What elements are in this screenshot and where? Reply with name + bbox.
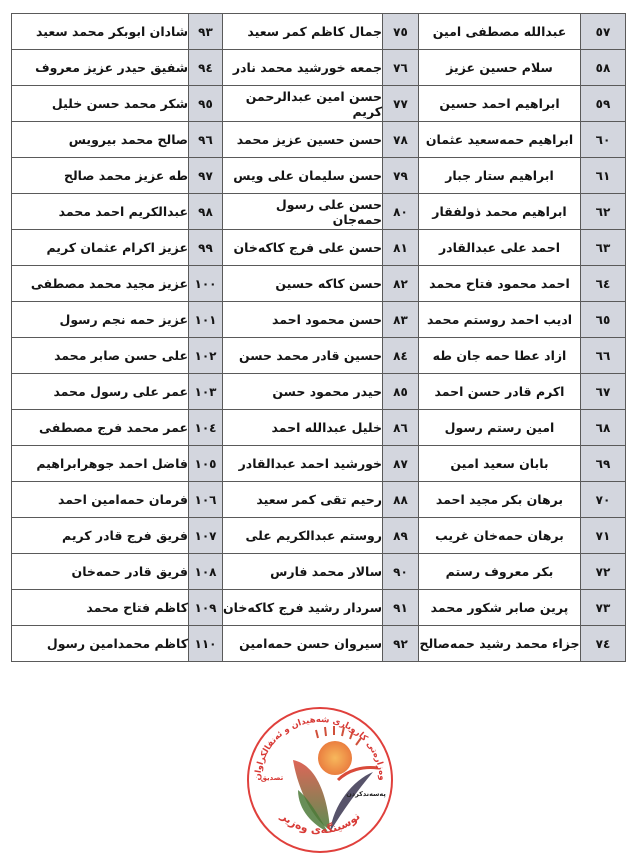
row-number-cell: ٩٠ (383, 554, 419, 590)
table-row (12, 338, 626, 374)
row-number-cell: ١٠٣ (189, 374, 223, 410)
row-number-cell: ٧٠ (581, 482, 626, 518)
table-row (12, 14, 626, 50)
person-name-cell: كاظم فتاح محمد (12, 590, 189, 626)
row-number-cell: ٦١ (581, 158, 626, 194)
person-name-cell: خورشيد احمد عبدالقادر (223, 446, 383, 482)
row-number-cell: ٧١ (581, 518, 626, 554)
person-name-cell: شادان ابوبكر محمد سعيد (12, 14, 189, 50)
person-name-cell: بكر معروف رستم (419, 554, 581, 590)
row-number-cell: ١٠٠ (189, 266, 223, 302)
table-row (12, 158, 626, 194)
person-name-cell: ابراهيم ستار جبار (419, 158, 581, 194)
person-name-cell: شكر محمد حسن خليل (12, 86, 189, 122)
person-name-cell: حسن امين عبدالرحمن كريم (223, 86, 383, 122)
table-row (12, 86, 626, 122)
person-name-cell: اديب احمد روستم محمد (419, 302, 581, 338)
person-name-cell: سلام حسين عزيز (419, 50, 581, 86)
row-number-cell: ٩٩ (189, 230, 223, 266)
table-row (12, 194, 626, 230)
row-number-cell: ١٠٩ (189, 590, 223, 626)
person-name-cell: عزيز حمه نجم رسول (12, 302, 189, 338)
person-name-cell: حسن كاكه حسين (223, 266, 383, 302)
person-name-cell: فاضل احمد جوهرابراهيم (12, 446, 189, 482)
person-name-cell: فرمان حمەامين احمد (12, 482, 189, 518)
row-number-cell: ٩٦ (189, 122, 223, 158)
row-number-cell: ٨٠ (383, 194, 419, 230)
person-name-cell: سالار محمد فارس (223, 554, 383, 590)
person-name-cell: عزيز مجيد محمد مصطفى (12, 266, 189, 302)
svg-text:تصديق: تصديق (260, 774, 284, 782)
row-number-cell: ٨٧ (383, 446, 419, 482)
person-name-cell: عمر محمد فرج مصطفى (12, 410, 189, 446)
names-table (11, 13, 626, 662)
table-row (12, 554, 626, 590)
row-number-cell: ٨٦ (383, 410, 419, 446)
person-name-cell: پرين صابر شكور محمد (419, 590, 581, 626)
row-number-cell: ٦٠ (581, 122, 626, 158)
person-name-cell: رحيم تقى كمر سعيد (223, 482, 383, 518)
person-name-cell: كاظم محمدامين رسول (12, 626, 189, 662)
row-number-cell: ٩٥ (189, 86, 223, 122)
row-number-cell: ٧٣ (581, 590, 626, 626)
row-number-cell: ٩١ (383, 590, 419, 626)
table-row (12, 50, 626, 86)
person-name-cell: جمال كاظم كمر سعيد (223, 14, 383, 50)
person-name-cell: ازاد عطا حمه جان طه (419, 338, 581, 374)
person-name-cell: طه عزيز محمد صالح (12, 158, 189, 194)
row-number-cell: ٨٤ (383, 338, 419, 374)
person-name-cell: عبدالكريم احمد محمد (12, 194, 189, 230)
row-number-cell: ٧٥ (383, 14, 419, 50)
table-row (12, 410, 626, 446)
row-number-cell: ٩٨ (189, 194, 223, 230)
row-number-cell: ٧٢ (581, 554, 626, 590)
row-number-cell: ٧٨ (383, 122, 419, 158)
person-name-cell: سيروان حسن حمەامين (223, 626, 383, 662)
row-number-cell: ٩٧ (189, 158, 223, 194)
row-number-cell: ٦٢ (581, 194, 626, 230)
person-name-cell: جزاء محمد رشيد حمەصالح (419, 626, 581, 662)
person-name-cell: فريق فرج قادر كريم (12, 518, 189, 554)
row-number-cell: ٥٩ (581, 86, 626, 122)
row-number-cell: ٨٢ (383, 266, 419, 302)
person-name-cell: ابراهيم حمەسعيد عثمان (419, 122, 581, 158)
person-name-cell: برهان حمەخان غريب (419, 518, 581, 554)
person-name-cell: روستم عبدالكريم على (223, 518, 383, 554)
person-name-cell: حسن محمود احمد (223, 302, 383, 338)
row-number-cell: ٨١ (383, 230, 419, 266)
person-name-cell: احمد على عبدالقادر (419, 230, 581, 266)
person-name-cell: حيدر محمود حسن (223, 374, 383, 410)
table-row (12, 518, 626, 554)
row-number-cell: ١٠٤ (189, 410, 223, 446)
row-number-cell: ١٠٧ (189, 518, 223, 554)
person-name-cell: شفيق حيدر عزيز معروف (12, 50, 189, 86)
person-name-cell: حسن حسين عزيز محمد (223, 122, 383, 158)
person-name-cell: عبدالله مصطفى امين (419, 14, 581, 50)
table-row (12, 302, 626, 338)
person-name-cell: حسن على رسول حمەجان (223, 194, 383, 230)
row-number-cell: ١٠٦ (189, 482, 223, 518)
person-name-cell: عمر على رسول محمد (12, 374, 189, 410)
row-number-cell: ٨٩ (383, 518, 419, 554)
ministry-stamp (238, 700, 403, 860)
row-number-cell: ١٠٥ (189, 446, 223, 482)
roster-sheet (11, 13, 625, 662)
row-number-cell: ٦٥ (581, 302, 626, 338)
person-name-cell: حسين قادر محمد حسن (223, 338, 383, 374)
row-number-cell: ١٠٨ (189, 554, 223, 590)
svg-text:نوسینگەی وەزیر: نوسینگەی وەزیر (278, 809, 363, 837)
person-name-cell: امين رستم رسول (419, 410, 581, 446)
row-number-cell: ٦٤ (581, 266, 626, 302)
row-number-cell: ٨٣ (383, 302, 419, 338)
person-name-cell: خليل عبدالله احمد (223, 410, 383, 446)
person-name-cell: على حسن صابر محمد (12, 338, 189, 374)
row-number-cell: ٦٦ (581, 338, 626, 374)
row-number-cell: ١١٠ (189, 626, 223, 662)
row-number-cell: ٥٨ (581, 50, 626, 86)
person-name-cell: حسن على فرج كاكەخان (223, 230, 383, 266)
row-number-cell: ١٠٢ (189, 338, 223, 374)
row-number-cell: ٩٤ (189, 50, 223, 86)
person-name-cell: ابراهيم احمد حسين (419, 86, 581, 122)
row-number-cell: ٦٣ (581, 230, 626, 266)
table-row (12, 626, 626, 662)
person-name-cell: عزيز اكرام عثمان كريم (12, 230, 189, 266)
row-number-cell: ٧٧ (383, 86, 419, 122)
person-name-cell: جمعه خورشيد محمد نادر (223, 50, 383, 86)
person-name-cell: حسن سليمان على ويس (223, 158, 383, 194)
person-name-cell: فريق قادر حمەخان (12, 554, 189, 590)
person-name-cell: سردار رشيد فرج كاكەخان (223, 590, 383, 626)
row-number-cell: ٦٧ (581, 374, 626, 410)
person-name-cell: اكرم قادر حسن احمد (419, 374, 581, 410)
row-number-cell: ٩٢ (383, 626, 419, 662)
row-number-cell: ٥٧ (581, 14, 626, 50)
svg-text:پەسەندکردن: پەسەندکردن (346, 790, 386, 798)
table-row (12, 590, 626, 626)
person-name-cell: احمد محمود فتاح محمد (419, 266, 581, 302)
person-name-cell: ابراهيم محمد ذولفقار (419, 194, 581, 230)
row-number-cell: ٩٣ (189, 14, 223, 50)
row-number-cell: ٨٨ (383, 482, 419, 518)
row-number-cell: ٦٩ (581, 446, 626, 482)
row-number-cell: ٧٤ (581, 626, 626, 662)
table-row (12, 482, 626, 518)
row-number-cell: ٧٦ (383, 50, 419, 86)
row-number-cell: ٧٩ (383, 158, 419, 194)
table-row (12, 266, 626, 302)
table-row (12, 230, 626, 266)
person-name-cell: صالح محمد بيرويس (12, 122, 189, 158)
row-number-cell: ١٠١ (189, 302, 223, 338)
person-name-cell: برهان بكر مجيد احمد (419, 482, 581, 518)
table-row (12, 446, 626, 482)
row-number-cell: ٨٥ (383, 374, 419, 410)
svg-text:وەزارەتی کاروباری شەهیدان و ئە: وەزارەتی کاروباری شەهیدان و ئەنفالکراوان (252, 714, 388, 781)
stamp-seal-icon (238, 700, 403, 860)
row-number-cell: ٦٨ (581, 410, 626, 446)
table-row (12, 374, 626, 410)
table-row (12, 122, 626, 158)
person-name-cell: بابان سعيد امين (419, 446, 581, 482)
